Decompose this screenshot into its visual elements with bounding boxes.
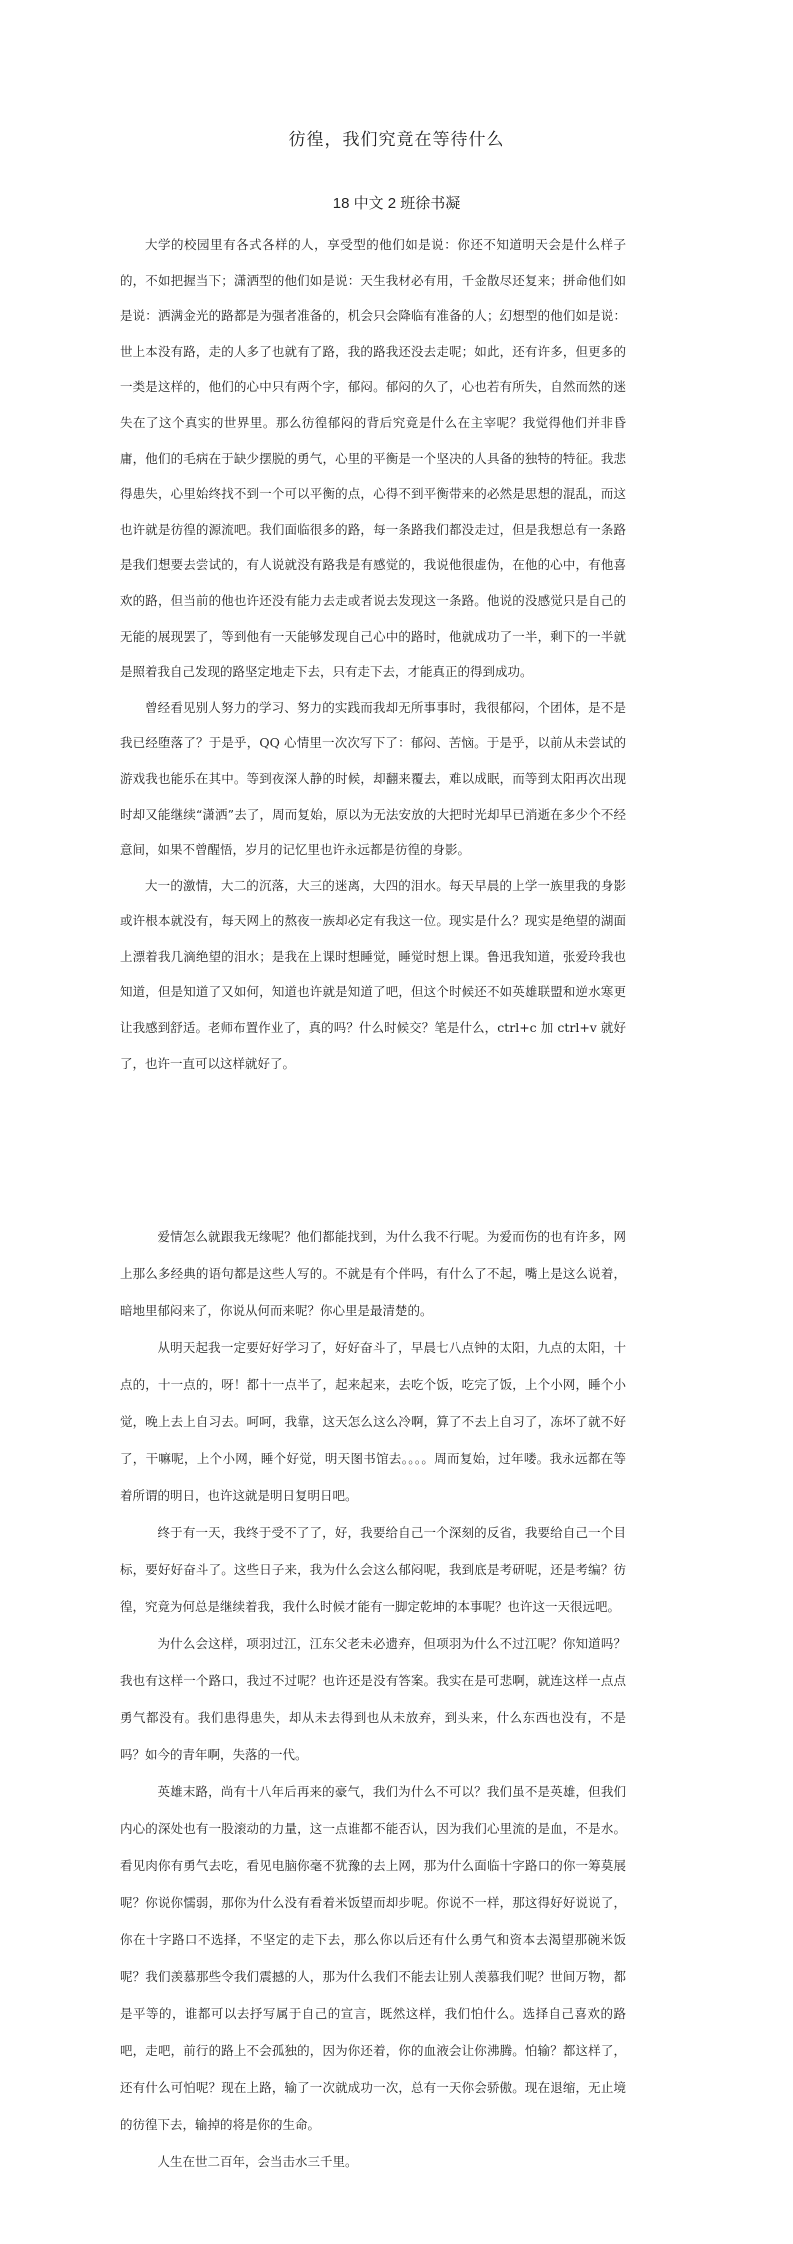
paragraph: 为什么会这样，项羽过江，江东父老未必遗弃，但项羽为什么不过江呢？你知道吗？我也有这样一个路口，我过不过呢？也许还是没有答案。我实在是可悲啊，就连这样一点点勇气都没有。我们患得患失，却从未去得到也从未放弃，到头来，什么东西也没有，不是吗？如今的青年啊，失落的一代。 xyxy=(120,1636,626,1762)
section-1 xyxy=(120,227,626,1081)
paragraph: 从明天起我一定要好好学习了，好好奋斗了，早晨七八点钟的太阳，九点的太阳，十点的，十一点的，呀！都十一点半了，起来起来，去吃个饭，吃完了饭，上个小网，睡个小觉，晚上去上自习去。呵呵，我靠，这天怎么这么冷啊，算了不去上自习了，冻坏了就不好了，干嘛呢，上个小网，睡个好觉，明天图书馆去。。。。周而复始，过年喽。我永远都在等着所谓的明日，也许这就是明日复明日吧。 xyxy=(120,1340,626,1503)
paragraph: 终于有一天，我终于受不了了，好，我要给自己一个深刻的反省，我要给自己一个目标，要好好奋斗了。这些日子来，我为什么会这么郁闷呢，我到底是考研呢，还是考编？彷徨，究竟为何总是继续着我，我什么时候才能有一脚定乾坤的本事呢？也许这一天很远吧。 xyxy=(120,1525,626,1614)
paragraph: 大学的校园里有各式各样的人，享受型的他们如是说：你还不知道明天会是什么样子的，不如把握当下；潇洒型的他们如是说：天生我材必有用，千金散尽还复来；拼命他们如是说：洒满金光的路都是为强者准备的，机会只会降临有准备的人；幻想型的他们如是说：世上本没有路，走的人多了也就有了路，我的路我还没去走呢；如此，还有许多，但更多的一类是这样的，他们的心中只有两个字，郁闷。郁闷的久了，心也若有所失，自然而然的迷失在了这个真实的世界里。那么彷徨郁闷的背后究竟是什么在主宰呢？我觉得他们并非昏庸，他们的毛病在于缺少摆脱的勇气，心里的平衡是一个坚决的人具备的独特的特征。我悲得患失，心里始终找不到一个可以平衡的点，心得不到平衡带来的必然是思想的混乱，而这也许就是彷徨的源流吧。我们面临很多的路，每一条路我们都没走过，但是我想总有一条路是我们想要去尝试的，有人说就没有路我是有感觉的，我说他很虚伪，在他的心中，有他喜欢的路，但当前的他也许还没有能力去走或者说去发现这一条路。他说的没感觉只是自己的无能的展现罢了，等到他有一天能够发现自己心中的路时，他就成功了一半，剩下的一半就是照着我自己发现的路坚定地走下去，只有走下去，才能真正的得到成功。 xyxy=(120,237,626,680)
paragraph: 爱情怎么就跟我无缘呢？他们都能找到，为什么我不行呢。为爱而伤的也有许多，网上那么多经典的语句都是这些人写的。不就是有个伴吗，有什么了不起，嘴上是这么说着，暗地里郁闷来了，你说从何而来呢？你心里是最清楚的。 xyxy=(120,1229,626,1318)
document-title: 彷徨，我们究竟在等待什么 xyxy=(288,130,505,150)
paragraph: 大一的激情，大二的沉落，大三的迷离，大四的泪水。每天早晨的上学一族里我的身影或许根本就没有，每天网上的熬夜一族却必定有我这一位。现实是什么？现实是绝望的湖面上漂着我几滴绝望的泪水；是我在上课时想睡觉，睡觉时想上课。鲁迅我知道，张爱玲我也知道，但是知道了又如何，知道也许就是知道了吧，但这个时候还不如英雄联盟和逆水寒更让我感到舒适。老师布置作业了，真的吗？什么时候交？笔是什么，ctrl+c 加 ctrl+v 就好了，也许一直可以这样就好了。 xyxy=(120,877,626,1071)
document-author: 18 中文 2 班徐书凝 xyxy=(332,195,461,212)
closing-line: 人生在世二百年，会当击水三千里。 xyxy=(157,2154,358,2169)
paragraph: 曾经看见别人努力的学习、努力的实践而我却无所事事时，我很郁闷，个团体，是不是我已经堕落了？于是乎，QQ 心情里一次次写下了：郁闷、苦恼。于是乎，以前从未尝试的游戏我也能乐在其中。等到夜深人静的时候，却翻来覆去，难以成眠，而等到太阳再次出现时却又能继续“潇洒”去了，周而复始，原以为无法安放的大把时光却早已消逝在多少个不经意间，如果不曾醒悟，岁月的记忆里也许永远都是彷徨的身影。 xyxy=(120,699,626,858)
section-2 xyxy=(120,1218,626,2180)
paragraph: 英雄末路，尚有十八年后再来的豪气，我们为什么不可以？我们虽不是英雄，但我们内心的深处也有一股滚动的力量，这一点谁都不能否认，因为我们心里流的是血，不是水。看见肉你有勇气去吃，看见电脑你毫不犹豫的去上网，那为什么面临十字路口的你一筹莫展呢？你说你懦弱，那你为什么没有看着米饭望而却步呢。你说不一样，那这得好好说说了，你在十字路口不选择，不坚定的走下去，那么你以后还有什么勇气和资本去渴望那碗米饭呢？我们羡慕那些令我们震撼的人，那为什么我们不能去让别人羡慕我们呢？世间万物，都是平等的，谁都可以去抒写属于自己的宣言，既然这样，我们怕什么。选择自己喜欢的路吧，走吧，前行的路上不会孤独的，因为你还着，你的血液会让你沸腾。怕输？都这样了，还有什么可怕呢？现在上路，输了一次就成功一次，总有一天你会骄傲。现在退缩，无止境的彷徨下去，输掉的将是你的生命。 xyxy=(120,1784,626,2132)
